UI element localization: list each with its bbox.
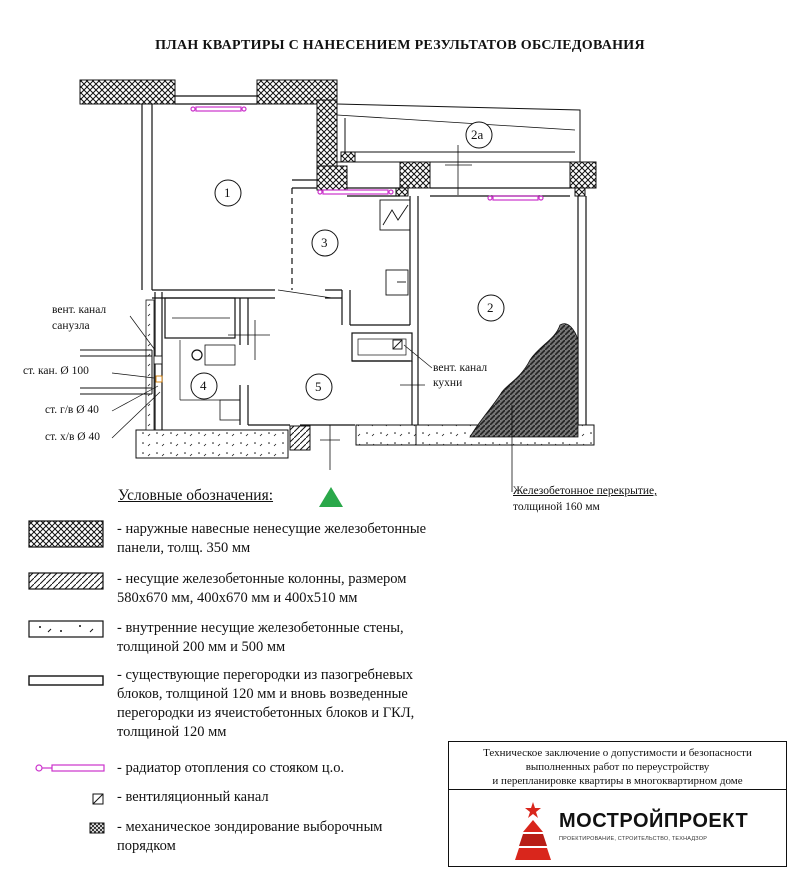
note-st-kan: ст. кан. Ø 100 [23,365,89,377]
legend-heading: Условные обозначения: [118,487,274,504]
note-st-gv: ст. г/в Ø 40 [45,404,99,416]
room-circles [191,122,504,400]
legend-text-walls: - внутренние несущие железобетонные стены, толщиной 200 мм и 500 мм [117,620,404,655]
legend-symbol-panels [28,520,104,548]
logo-icon [509,800,557,862]
legend-text-radiator: - радиатор отопления со стояком ц.о. [117,760,345,776]
heater-box [380,200,410,295]
balcony-2a [337,104,580,195]
legend-symbol-radiator [34,762,108,774]
page-title: ПЛАН КВАРТИРЫ С НАНЕСЕНИЕМ РЕЗУЛЬТАТОВ ОБСЛЕДОВАНИЯ [155,38,645,53]
external-panels [80,80,596,196]
title-block [448,741,787,867]
marker-icon [318,486,344,508]
legend-symbol-walls [28,620,104,638]
room-2-label: 2 [487,300,494,315]
company-name: МОСТРОЙПРОЕКТ [559,810,749,832]
note-vent-sanuzla-2: санузла [52,320,90,332]
legend-symbol-partitions [28,675,104,687]
note-slab: Железобетонное перекрытие, [513,485,657,497]
room-4-label: 4 [200,378,207,393]
note-slab-2: толщиной 160 мм [513,501,600,513]
pipe-lines [80,350,152,394]
note-vent-kuhni-2: кухни [433,377,463,389]
legend-symbol-probing [89,822,105,834]
company-subtitle: ПРОЕКТИРОВАНИЕ, СТРОИТЕЛЬСТВО, ТЕХНАДЗОР [559,836,708,842]
slab-hatch [470,324,578,437]
legend-text-columns: - несущие железобетонные колонны, размером 580х670 мм, 400х670 мм и 400х510 мм [117,571,407,606]
room-3-label: 3 [321,235,328,250]
title-block-text: Техническое заключение о допустимости и безопасности выполненных работ по переустройству и перепланировке квартиры в многоквартирном доме [449,742,786,790]
note-vent-sanuzla: вент. канал [52,304,107,316]
note-vent-kuhni: вент. канал [433,362,488,374]
radiators [191,107,543,200]
legend-text-vent: - вентиляционный канал [117,789,269,805]
room-1-label: 1 [224,185,231,200]
legend-text-partitions: - существующие перегородки из пазогребневых блоков, толщиной 120 мм и вновь возведенные перегородки из ячеистобетонных блоков и ГКЛ, толщиной 120 мм [117,667,415,740]
room-2a-label: 2а [471,127,484,142]
legend-text-panels: - наружные навесные ненесущие железобетонные панели, толщ. 350 мм [117,521,427,556]
legend-symbol-columns [28,572,104,590]
room-5-label: 5 [315,379,322,394]
legend-text-probing: - механическое зондирование выборочным порядком [117,819,383,854]
legend-symbol-vent [92,793,106,807]
note-st-xv: ст. х/в Ø 40 [45,431,100,443]
